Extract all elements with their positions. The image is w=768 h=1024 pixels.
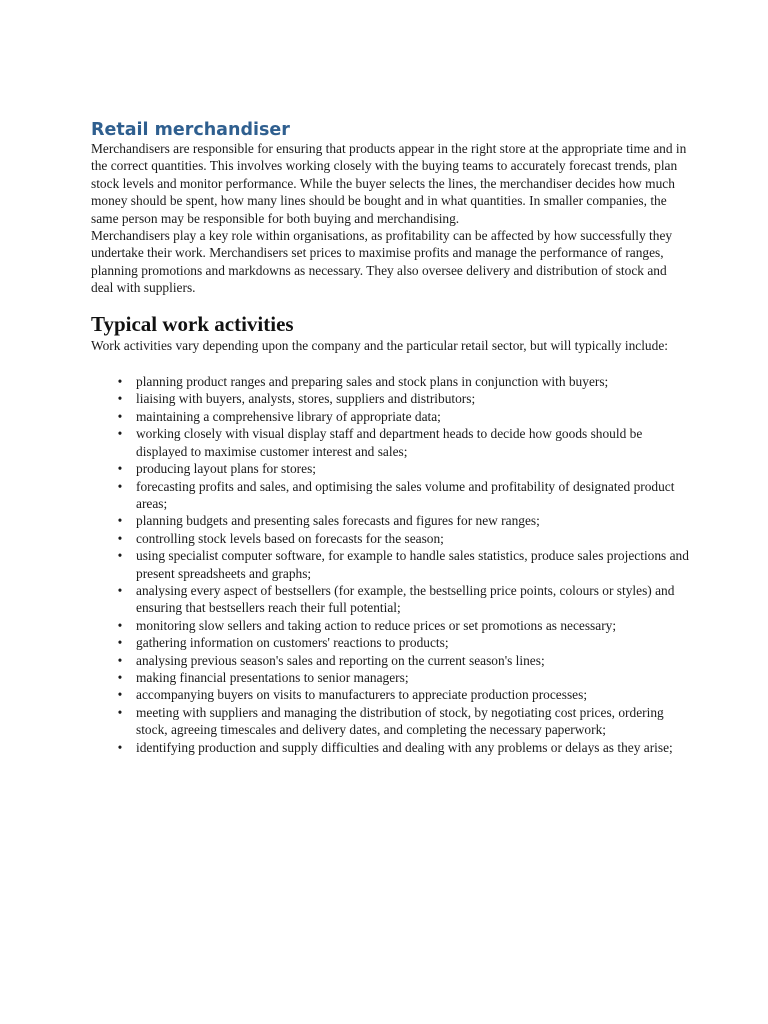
bullet-icon: • (117, 513, 123, 529)
list-item-text: analysing previous season's sales and reporting on the current season's lines; (136, 652, 545, 668)
list-item (91, 460, 691, 477)
bullet-icon: • (117, 478, 123, 494)
bullet-icon: • (117, 374, 123, 390)
list-item (91, 582, 691, 617)
list-item-text: analysing every aspect of bestsellers (for example, the bestselling price points, colours or styles) and ensuring that bestsellers reach their full potential; (136, 582, 675, 616)
list-item-text: gathering information on customers' reactions to products; (136, 635, 449, 651)
paragraph-intro-1: Merchandisers are responsible for ensuring that products appear in the right store at the appropriate time and in the correct quantities. This involves working closely with the buying teams to accurately forecast trends, plan stock levels and monitor performance. While the buyer selects the lines, the merchandiser decides how much money should be spent, how many lines should be bought and in what quantities. In smaller companies, the same person may be responsible for both buying and merchandising. (91, 141, 687, 226)
bullet-icon: • (117, 704, 123, 720)
section-heading: Typical work activities (91, 311, 294, 336)
list-item-text: producing layout plans for stores; (136, 461, 316, 477)
list-item-text: monitoring slow sellers and taking action to reduce prices or set promotions as necessary; (136, 617, 617, 633)
bullet-icon: • (117, 530, 123, 546)
document-page (91, 112, 691, 756)
bullet-icon: • (117, 652, 123, 668)
list-item (91, 547, 691, 582)
list-item-text: controlling stock levels based on forecasts for the season; (136, 530, 444, 546)
page-title: Retail merchandiser (91, 120, 290, 140)
activities-list (91, 373, 691, 756)
list-item (91, 425, 691, 460)
list-item-text: maintaining a comprehensive library of appropriate data; (136, 408, 441, 424)
list-item (91, 617, 691, 634)
bullet-icon: • (117, 617, 123, 633)
bullet-icon: • (117, 391, 123, 407)
bullet-icon: • (117, 582, 123, 598)
bullet-icon: • (117, 635, 123, 651)
bullet-icon: • (117, 687, 123, 703)
list-item-text: making financial presentations to senior managers; (136, 669, 409, 685)
list-item (91, 530, 691, 547)
list-item (91, 478, 691, 513)
list-item-text: working closely with visual display staff and department heads to decide how goods should be displayed to maximise customer interest and sales; (136, 426, 643, 459)
bullet-icon: • (117, 548, 123, 564)
paragraph-intro-2: Merchandisers play a key role within organisations, as profitability can be affected by how successfully they undertake their work. Merchandisers set prices to maximise profits and manage the performance of ranges, planning promotions and markdowns as necessary. They also oversee delivery and distribution of stock and deal with suppliers. (91, 228, 673, 296)
list-item-text: planning budgets and presenting sales forecasts and figures for new ranges; (136, 513, 540, 529)
list-item-text: planning product ranges and preparing sales and stock plans in conjunction with buyers; (136, 374, 609, 390)
bullet-icon: • (117, 426, 123, 442)
bullet-icon: • (117, 669, 123, 685)
list-item (91, 669, 691, 686)
list-item (91, 652, 691, 669)
list-item (91, 686, 691, 703)
list-item (91, 373, 691, 390)
bullet-icon: • (117, 461, 123, 477)
bullet-icon: • (117, 408, 123, 424)
bullet-icon: • (117, 739, 123, 755)
list-item (91, 704, 691, 739)
list-item-text: using specialist computer software, for example to handle sales statistics, produce sales projections and present spreadsheets and graphs; (136, 548, 689, 581)
list-item-text: liaising with buyers, analysts, stores, suppliers and distributors; (136, 391, 476, 407)
list-item-text: forecasting profits and sales, and optimising the sales volume and profitability of designated product areas; (136, 478, 675, 511)
activities-intro: Work activities vary depending upon the company and the particular retail sector, but will typically include: (91, 337, 668, 353)
list-item (91, 634, 691, 651)
list-item-text: meeting with suppliers and managing the distribution of stock, by negotiating cost prices, ordering stock, agreeing timescales and delivery dates, and completing the necessary paperwork; (136, 704, 664, 738)
list-item (91, 739, 691, 756)
list-item (91, 512, 691, 529)
list-item (91, 390, 691, 407)
list-item (91, 408, 691, 425)
list-item-text: identifying production and supply difficulties and dealing with any problems or delays as they arise; (136, 739, 673, 755)
list-item-text: accompanying buyers on visits to manufacturers to appreciate production processes; (136, 687, 588, 703)
